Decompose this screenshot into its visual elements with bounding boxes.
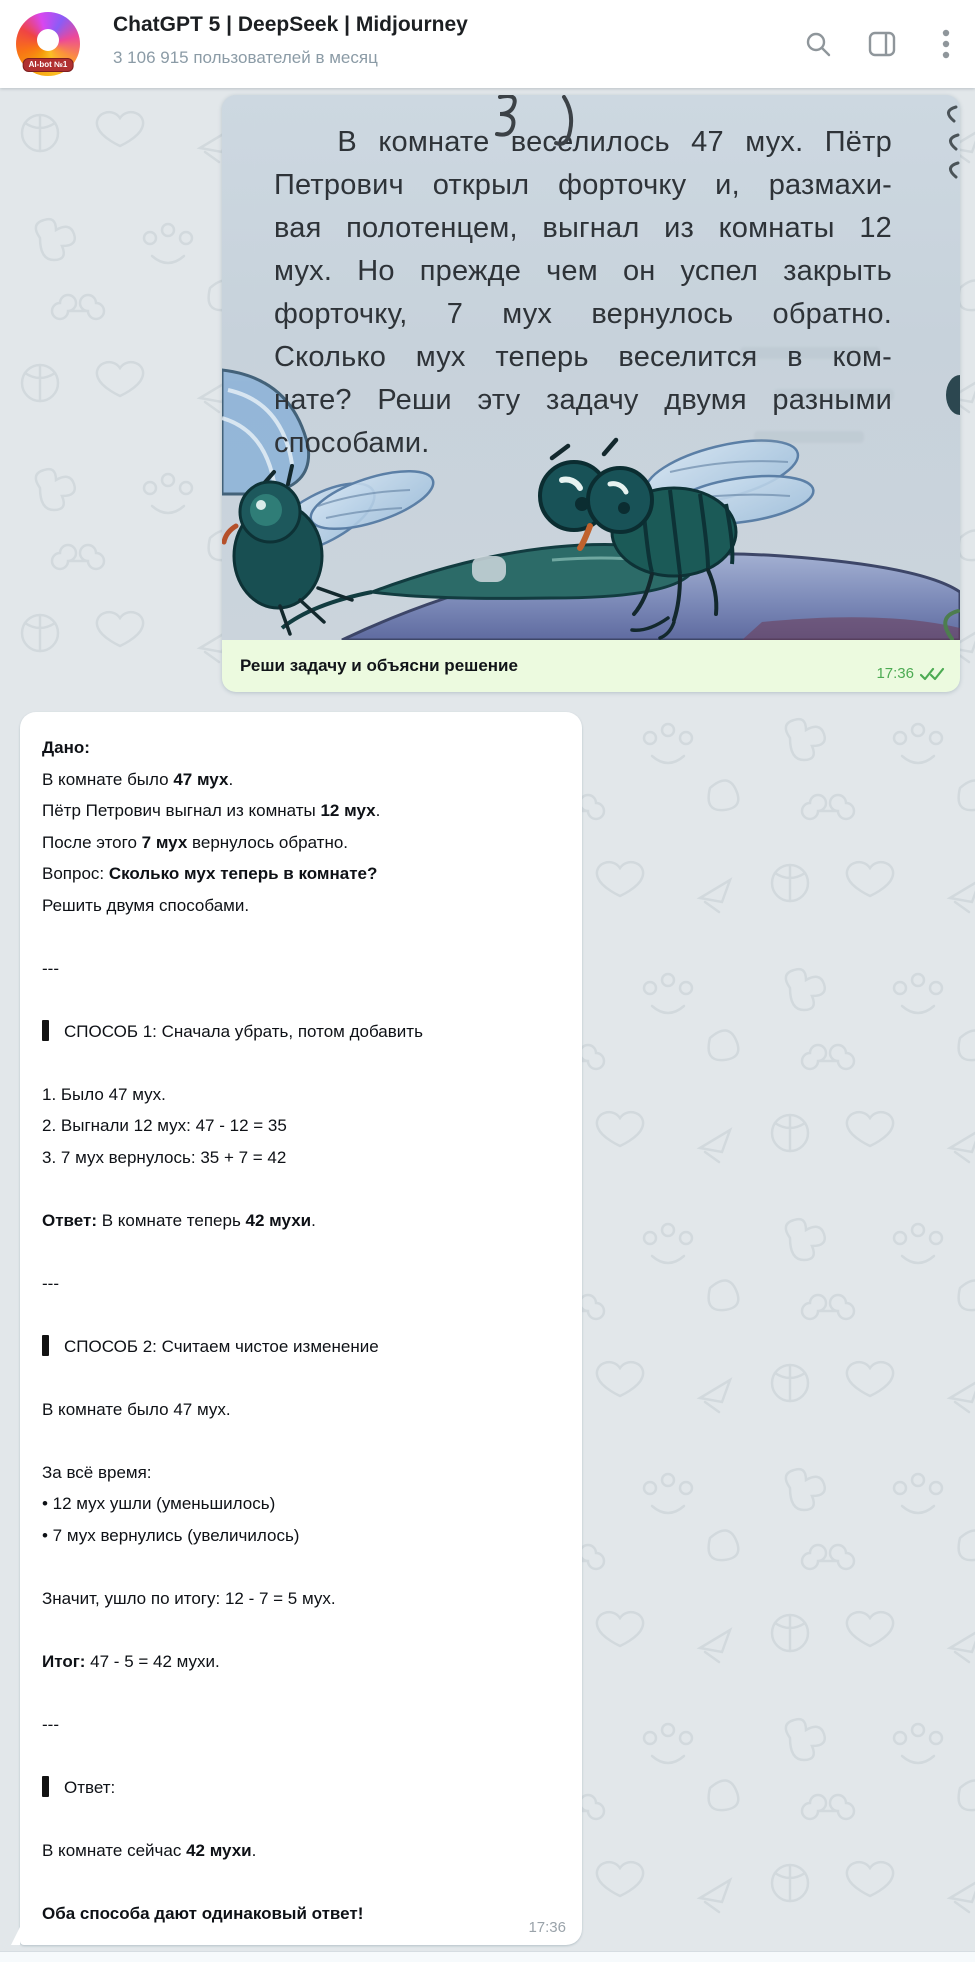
message-line: 3. 7 мух вернулось: 35 + 7 = 42 xyxy=(42,1147,287,1167)
channel-subtitle: 3 106 915 пользователей в месяц xyxy=(113,48,378,67)
search-button[interactable] xyxy=(803,29,833,59)
avatar-badge: AI-bot №1 xyxy=(23,58,74,72)
margin-squiggles xyxy=(932,101,960,201)
menu-button[interactable] xyxy=(931,29,961,59)
message-line: • 7 мух вернулись (увеличилось) xyxy=(42,1525,300,1545)
message-line xyxy=(42,1677,562,1709)
message-line: • 12 мух ушли (уменьшилось) xyxy=(42,1494,276,1513)
book-text-line: Петрович открыл форточку и, размахи- xyxy=(274,169,892,201)
channel-title: ChatGPT 5 | DeepSeek | Midjourney xyxy=(113,13,468,36)
book-text-line: мух. Но прежде чем он успел закрыть xyxy=(274,255,892,287)
message-line: В комнате сейчас 42 мухи. xyxy=(42,1840,257,1860)
message-line: За всё время: xyxy=(42,1462,152,1482)
message-line: --- xyxy=(42,1714,59,1734)
message-line xyxy=(42,1866,562,1898)
message-line: --- xyxy=(42,1273,59,1293)
sidebar-toggle-icon xyxy=(867,30,897,58)
double-check-icon xyxy=(920,667,946,681)
quote-bar xyxy=(42,1020,49,1041)
message-input-bar[interactable] xyxy=(0,1951,975,1962)
message-line: СПОСОБ 1: Сначала убрать, потом добавить xyxy=(42,1016,562,1048)
message-line xyxy=(42,1425,562,1457)
solution-time: 17:36 xyxy=(528,1919,566,1936)
book-text-line: В комнате веселилось 47 мух. Пётр xyxy=(337,126,892,158)
message-line: Решить двумя способами. xyxy=(42,895,250,915)
chat-header xyxy=(0,0,975,88)
search-icon xyxy=(804,30,832,58)
message-line: Дано: xyxy=(42,738,90,757)
message-line xyxy=(42,1236,562,1268)
message-line: Пётр Петрович выгнал из комнаты 12 мух. xyxy=(42,801,381,820)
book-problem-text xyxy=(274,121,892,465)
margin-leaf-mark xyxy=(930,607,960,640)
message-line xyxy=(42,1299,562,1331)
kebab-menu-icon xyxy=(942,29,950,59)
caption-bubble xyxy=(222,640,960,692)
handwriting-mark xyxy=(492,95,612,151)
message-line: В комнате было 47 мух. xyxy=(42,1399,231,1419)
message-line: В комнате было 47 мух. xyxy=(42,769,234,789)
message-line: Вопрос: Сколько мух теперь в комнате? xyxy=(42,864,378,883)
book-text-line: вая полотенцем, выгнал из комнаты 12 xyxy=(274,212,892,244)
caption-time: 17:36 xyxy=(876,665,914,682)
message-line: Итог: 47 - 5 = 42 мухи. xyxy=(42,1651,220,1671)
message-line: После этого 7 мух вернулось обратно. xyxy=(42,832,349,852)
message-line xyxy=(42,1173,562,1205)
book-text-line: Сколько мух теперь веселится в ком- xyxy=(274,341,892,373)
message-line xyxy=(42,1362,562,1394)
photo-message xyxy=(222,95,960,692)
textbook-photo[interactable] xyxy=(222,95,960,640)
caption-text: Реши задачу и объясни решение xyxy=(240,656,518,675)
book-text-line: способами. xyxy=(274,427,430,459)
message-line xyxy=(42,1803,562,1835)
message-line xyxy=(42,1551,562,1583)
message-line: --- xyxy=(42,958,59,978)
message-line xyxy=(42,921,562,953)
message-line xyxy=(42,1614,562,1646)
message-line: 1. Было 47 мух. xyxy=(42,1084,166,1104)
message-line: СПОСОБ 2: Считаем чистое изменение xyxy=(42,1331,562,1363)
quote-bar xyxy=(42,1335,49,1356)
solution-message xyxy=(20,712,582,1945)
message-line: Значит, ушло по итогу: 12 - 7 = 5 мух. xyxy=(42,1588,336,1608)
message-line: Ответ: xyxy=(42,1772,562,1804)
solution-lines xyxy=(42,732,562,1929)
message-line: Оба способа дают одинаковый ответ! xyxy=(42,1903,364,1923)
channel-avatar[interactable] xyxy=(16,12,80,76)
message-line: 2. Выгнали 12 мух: 47 - 12 = 35 xyxy=(42,1116,287,1135)
message-line xyxy=(42,1047,562,1079)
bubble-tail xyxy=(11,1927,20,1945)
margin-blob xyxy=(940,373,960,417)
sidebar-toggle-button[interactable] xyxy=(867,29,897,59)
header-actions xyxy=(803,0,961,88)
quote-bar xyxy=(42,1776,49,1797)
message-line: Ответ: В комнате теперь 42 мухи. xyxy=(42,1210,316,1230)
message-line xyxy=(42,984,562,1016)
book-text-line: форточку, 7 мух вернулось обратно. xyxy=(274,298,892,330)
caption-meta xyxy=(876,665,946,682)
message-line xyxy=(42,1740,562,1772)
book-text-line: нате? Реши эту задачу двумя разными xyxy=(274,384,892,416)
